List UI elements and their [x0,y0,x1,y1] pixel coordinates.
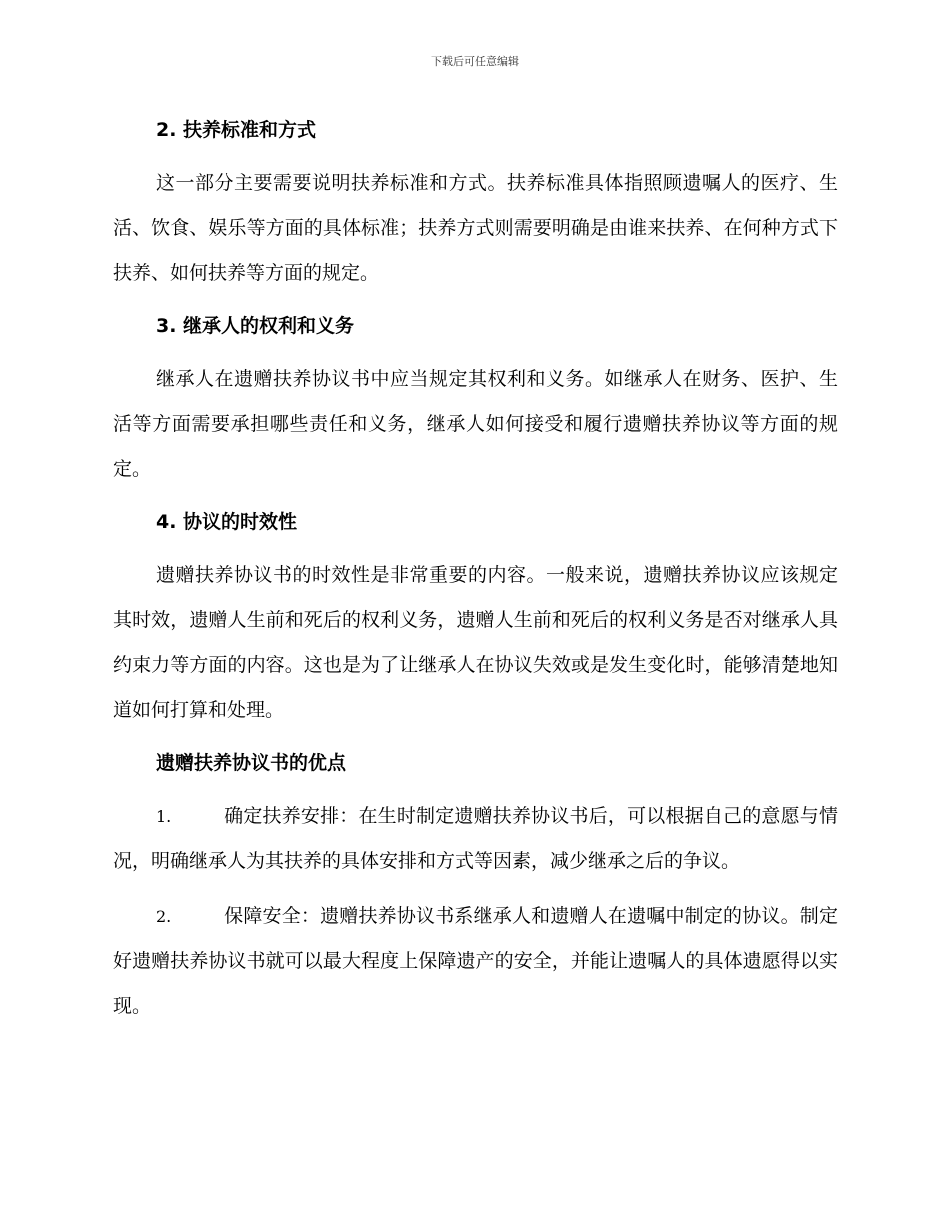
advantage-text: 确定扶养安排：在生时制定遗赠扶养协议书后，可以根据自己的意愿与情况，明确继承人为其扶养的具体安排和方式等因素，减少继承之后的争议。 [113,805,838,872]
advantage-item [113,794,838,884]
advantage-number: 1. [156,807,172,826]
advantages-heading: 遗赠扶养协议书的优点 [156,752,347,774]
page-header: 下载后可任意编辑 [431,55,519,68]
advantage-text: 保障安全：遗赠扶养协议书系继承人和遗赠人在遗嘱中制定的协议。制定好遗赠扶养协议书就可以最大程度上保障遗产的安全，并能让遗嘱人的具体遗愿得以实现。 [113,905,838,1017]
section-body-rights: 继承人在遗赠扶养协议书中应当规定其权利和义务。如继承人在财务、医护、生活等方面需要承担哪些责任和义务，继承人如何接受和履行遗赠扶养协议等方面的规定。 [113,368,838,480]
advantage-item [113,894,838,1029]
section-heading-rights: 3. 继承人的权利和义务 [156,315,355,337]
section-heading-validity: 4. 协议的时效性 [156,511,298,533]
section-body-validity: 遗赠扶养协议书的时效性是非常重要的内容。一般来说，遗赠扶养协议应该规定其时效，遗赠人生前和死后的权利义务，遗赠人生前和死后的权利义务是否对继承人具约束力等方面的内容。这也是为了让继承人在协议失效或是发生变化时，能够清楚地知道如何打算和处理。 [113,564,838,721]
advantage-number: 2. [156,907,172,926]
document-body [113,110,838,1039]
section-heading-standards: 2. 扶养标准和方式 [156,119,317,141]
section-body-standards: 这一部分主要需要说明扶养标准和方式。扶养标准具体指照顾遗嘱人的医疗、生活、饮食、娱乐等方面的具体标准；扶养方式则需要明确是由谁来扶养、在何种方式下扶养、如何扶养等方面的规定。 [113,172,838,284]
